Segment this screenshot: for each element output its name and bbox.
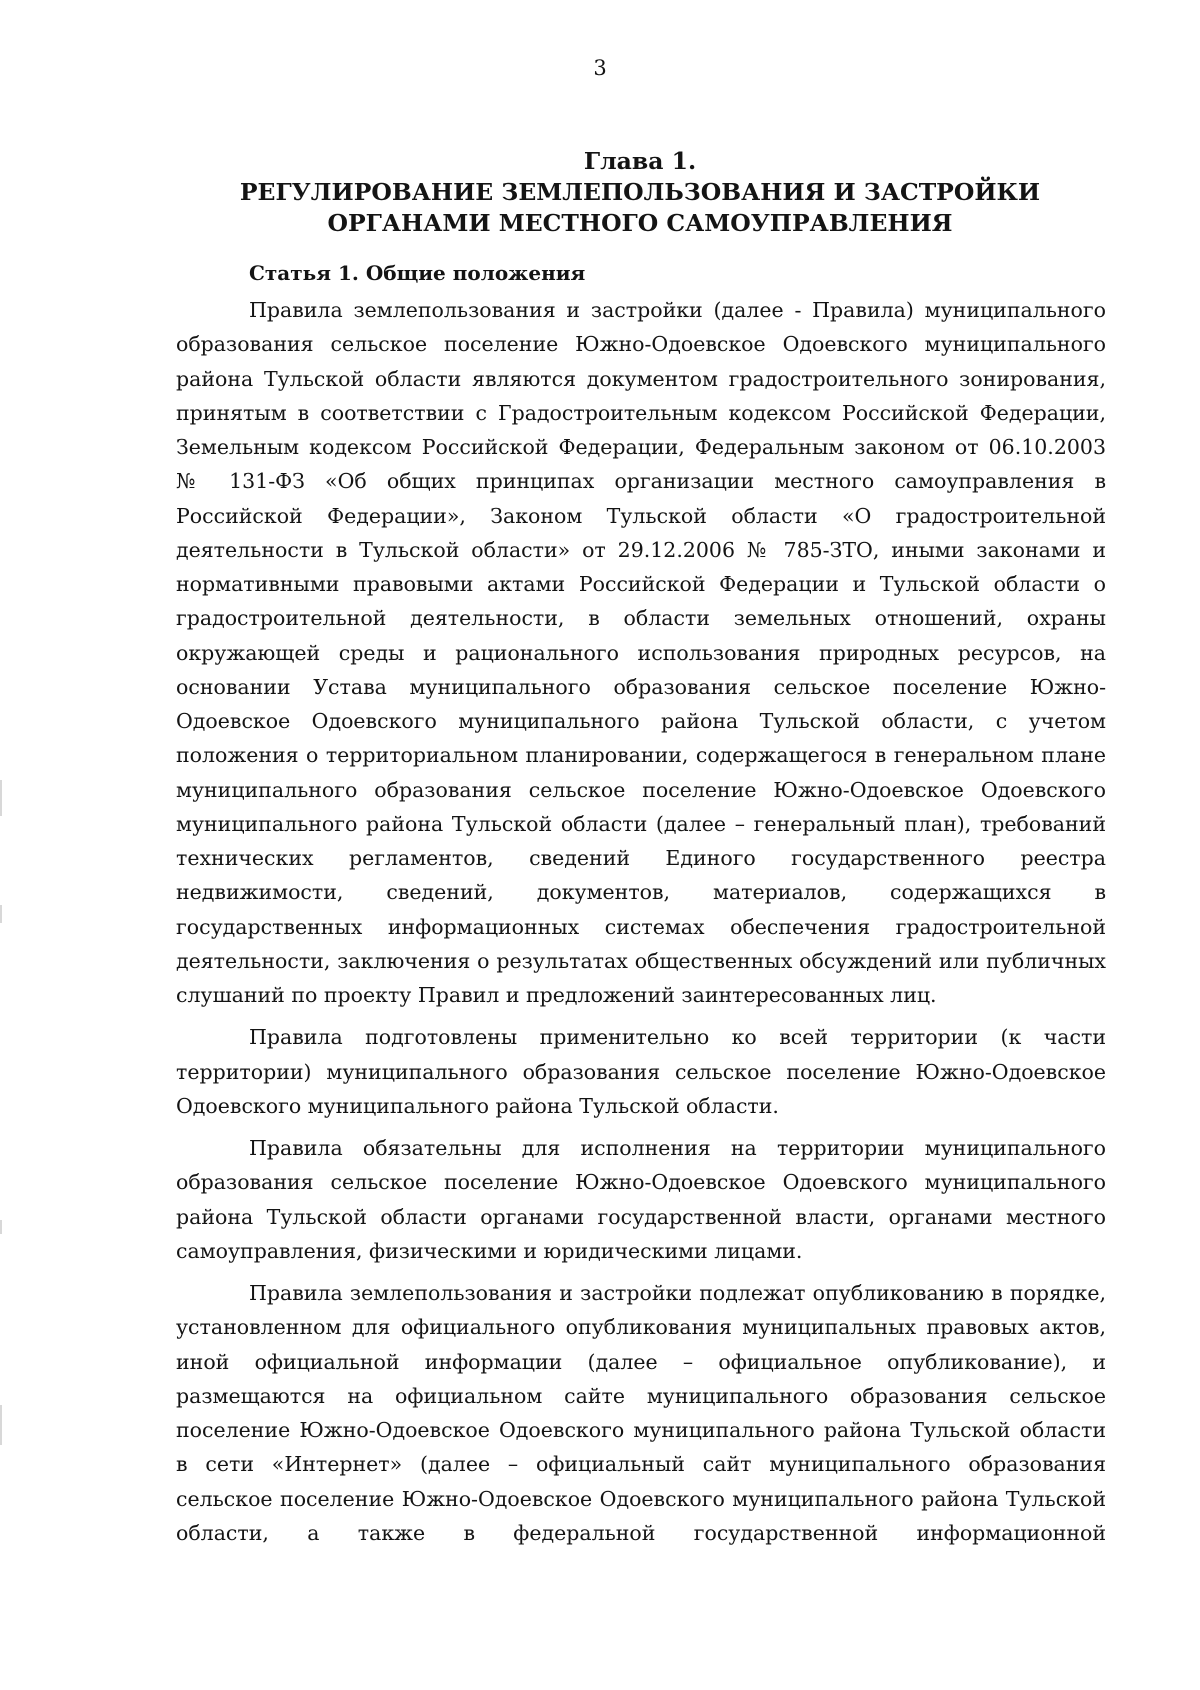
chapter-title-line-2: ОРГАНАМИ МЕСТНОГО САМОУПРАВЛЕНИЯ bbox=[327, 209, 953, 237]
page-number: 3 bbox=[593, 56, 607, 80]
article-body bbox=[176, 293, 1106, 1550]
chapter-heading bbox=[200, 146, 1080, 239]
scan-edge-mark bbox=[0, 1220, 2, 1234]
paragraph-1: Правила землепользования и застройки (далее - Правила) муниципального образования сельское поселение Южно-Одоевское Одоевского муниципального района Тульской области являются документом градостроительного зонирования, принятым в соответствии с Градостроительным кодексом Российской Федерации, Земельным кодексом Российской Федерации, Федеральным законом от 06.10.2003 № 131-ФЗ «Об общих принципах организации местного самоуправления в Российской Федерации», Законом Тульской области «О градостроительной деятельности в Тульской области» от 29.12.2006 № 785-ЗТО, иными законами и нормативными правовыми актами Российской Федерации и Тульской области о градостроительной деятельности, в области земельных отношений, охраны окружающей среды и рационального использования природных ресурсов, на основании Устава муниципального образования сельское поселение Южно-Одоевское Одоевского муниципального района Тульской области, с учетом положения о территориальном планировании, содержащегося в генеральном плане муниципального образования сельское поселение Южно-Одоевское Одоевского муниципального района Тульской области (далее – генеральный план), требований технических регламентов, сведений Единого государственного реестра недвижимости, сведений, документов, материалов, содержащихся в государственных информационных системах обеспечения градостроительной деятельности, заключения о результатах общественных обсуждений или публичных слушаний по проекту Правил и предложений заинтересованных лиц. bbox=[176, 298, 1106, 1007]
scan-edge-mark bbox=[0, 1405, 2, 1445]
paragraph-2: Правила подготовлены применительно ко всей территории (к части территории) муниципального образования сельское поселение Южно-Одоевское Одоевского муниципального района Тульской области. bbox=[176, 1025, 1106, 1118]
article-title: Статья 1. Общие положения bbox=[249, 261, 586, 285]
chapter-title-line-1: РЕГУЛИРОВАНИЕ ЗЕМЛЕПОЛЬЗОВАНИЯ И ЗАСТРОЙКИ bbox=[239, 178, 1041, 206]
scan-edge-mark bbox=[0, 905, 2, 923]
scan-edge-mark bbox=[0, 780, 2, 816]
paragraph-3: Правила обязательны для исполнения на территории муниципального образования сельское поселение Южно-Одоевское Одоевского муниципального района Тульской области органами государственной власти, органами местного самоуправления, физическими и юридическими лицами. bbox=[176, 1136, 1106, 1263]
chapter-number: Глава 1. bbox=[583, 147, 697, 175]
paragraph-4: Правила землепользования и застройки подлежат опубликованию в порядке, установленном для официального опубликования муниципальных правовых актов, иной официальной информации (далее – официальное опубликование), и размещаются на официальном сайте муниципального образования сельское поселение Южно-Одоевское Одоевского муниципального района Тульской области в сети «Интернет» (далее – официальный сайт муниципального образования сельское поселение Южно-Одоевское Одоевского муниципального района Тульской области, а также в федеральной государственной информационной bbox=[176, 1281, 1106, 1545]
